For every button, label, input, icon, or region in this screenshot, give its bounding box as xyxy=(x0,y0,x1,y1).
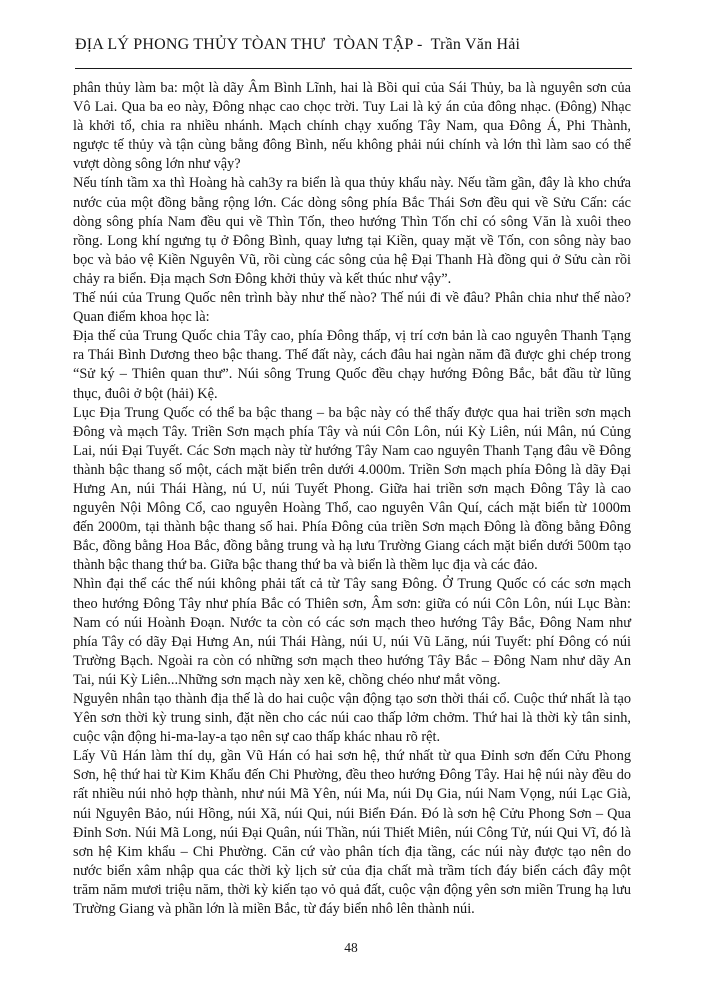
book-title: ĐỊA LÝ PHONG THỦY TÒAN THƯ TÒAN TẬP - Trần Văn Hải xyxy=(75,36,521,53)
paragraph: Địa thế của Trung Quốc chia Tây cao, phía Đông thấp, vị trí cơn bản là cao nguyên Thanh Tạng ra Thái Bình Dương theo bậc thang. Thế đất này, cách đâu hai ngàn năm đã được ghi chép trong “Sử ký – Thiên quan thư”. Núi sông Trung Quốc đều chạy hướng Đông Bắc, bắt đầu từ lũng thục, đuôi ở bột (hải) Kệ. xyxy=(73,328,631,402)
page-header xyxy=(75,36,632,54)
page-number: 48 xyxy=(344,940,358,955)
header-divider xyxy=(75,68,632,69)
paragraph: Nếu tính tầm xa thì Hoàng hà cah3y ra biển là qua thủy khẩu này. Nếu tầm gần, đây là kho chứa nước của một đồng bằng rộng lớn. Các dòng sông phía Bắc Thái Sơn đều qui về Sửu Cấn: các dòng sông phía Nam đều qui về Thìn Tốn, theo hướng Thìn Tốn chỉ có sông Văn là xuôi theo rồng. Long khí ngưng tụ ở Đông Bình, quay lưng tại Kiền, quay mặt về Tốn, con sông này bao bọc và bảo vệ Kiền Nguyên Vũ, rồi cùng các sông của hệ Đại Thanh Hà đồng qui ở Sửu càn rồi chảy ra biển. Địa mạch Sơn Đông khởi thủy và kết thúc như vậy”. xyxy=(73,175,631,287)
paragraph: Nguyên nhân tạo thành địa thế là do hai cuộc vận động tạo sơn thời thái cổ. Cuộc thứ nhất là tạo Yên sơn thời kỳ trung sinh, đặt nền cho các núi cao thấp lởm chởm. Thứ hai là thời kỳ tân sinh, cuộc vận động hi-ma-lay-a tạo nên sự cao thấp khác nhau rõ rệt. xyxy=(73,691,631,746)
paragraph: Nhìn đại thể các thế núi không phải tất cả từ Tây sang Đông. Ở Trung Quốc có các sơn mạch theo hướng Đông Tây như phía Bắc có Thiên sơn, Âm sơn: giữa có núi Côn Lôn, núi Lục Bàn: Nam có núi Hoành Đoạn. Nước ta còn có các sơn mạch theo hướng Tây Bắc, Đông Nam như phía Tây có dãy Đại Hưng An, núi Thái Hàng, núi U, núi Vũ Lăng, núi Tuyết: phí Đông có núi Trường Bạch. Ngoài ra còn có những sơn mạch theo hướng Tây Bắc – Đông Nam như dãy An Tai, núi Kỳ Liên...Những sơn mạch này xen kẽ, chồng chéo như mắt võng. xyxy=(73,576,631,688)
paragraph: phân thủy làm ba: một là dãy Âm Bình Lĩnh, hai là Bồi quỉ của Sái Thủy, ba là nguyên sơn của Vô Lai. Qua ba eo này, Đông nhạc cao chọc trời. Tuy Lai là kỷ án của đông nhạc. (Đông) Nhạc là khởi tổ, chia ra nhiều nhánh. Mạch chính chạy xuống Tây Nam, qua Đông Á, Phi Thành, ngược tế thủy và tận cùng bằng đông Bình, nếu không phải núi chính và lớn thì làm sao có thể vượt dòng sông lớn như vậy? xyxy=(73,80,631,173)
paragraph: Lục Địa Trung Quốc có thể ba bậc thang – ba bậc này có thể thấy được qua hai triền sơn mạch Đông và mạch Tây. Triền Sơn mạch phía Tây và núi Côn Lôn, núi Kỳ Liên, núi Mân, nú Củng Lai, núi Đại Tuyết. Các Sơn mạch này từ hướng Tây Nam cao nguyên Thanh Tạng đâu về Đông thành bậc thang số một, cách mặt biển trên dưới 4.000m. Triền Sơn mạch phía Đông là dãy Đại Hưng An, núi Thái Hàng, nú U, núi Tuyết Phong. Giữa hai triền sơn mạch Đông Tây là cao nguyên Nội Mông Cổ, cao nguyên Hoàng Thổ, cao nguyên Vân Quí, cách mặt biển từ 1000m đến 2000m, tại thành bậc thang số hai. Phía Đông của triền Sơn mạch Đông là đồng bằng Đông Bắc, đồng bằng Hoa Bắc, đồng bằng trung và hạ lưu Trường Giang cách mặt biển dưới 500m tạo thành bậc thang thứ ba. Giữa bậc thang thứ ba và biển là thềm lục địa và các đảo. xyxy=(73,404,631,574)
paragraph: Lấy Vũ Hán làm thí dụ, gần Vũ Hán có hai sơn hệ, thứ nhất từ qua Đỉnh sơn đến Cửu Phong Sơn, hệ thứ hai từ Kim Khẩu đến Chi Phường, đều theo hướng Đông Tây. Hai hệ núi này đều do rất nhiều núi nhỏ hợp thành, như núi Mã Yên, núi Ma, núi Dụ Gia, núi Nam Vọng, núi Lạc Già, núi Nguyên Bảo, núi Hồng, núi Xã, núi Qui, núi Biển Đán. Đó là sơn hệ Cửu Phong Sơn – Qua Đỉnh Sơn. Núi Mã Long, núi Đại Quân, núi Thần, núi Thiết Miên, núi Công Tử, núi Qui Vĩ, đó là sơn hệ Kim khẩu – Chi Phường. Căn cứ vào phân tích địa tầng, các núi này được tạo nên do nước biển xâm nhập qua các thời kỳ lịch sử của địa chất mà trầm tích đáy biển cách đây một trăm năm mươi triệu năm, thời kỳ kiến tạo vỏ quả đất, cuộc vận động yên sơn miền Trung hạ lưu Trường Giang và phần lớn là miền Bắc, từ đáy biển nhô lên thành núi. xyxy=(73,748,631,918)
paragraph: Thế núi của Trung Quốc nên trình bày như thế nào? Thế núi đi về đâu? Phân chia như thế nào? Quan điểm khoa học là: xyxy=(73,290,631,326)
body-text xyxy=(73,79,631,919)
page-footer xyxy=(0,940,702,956)
